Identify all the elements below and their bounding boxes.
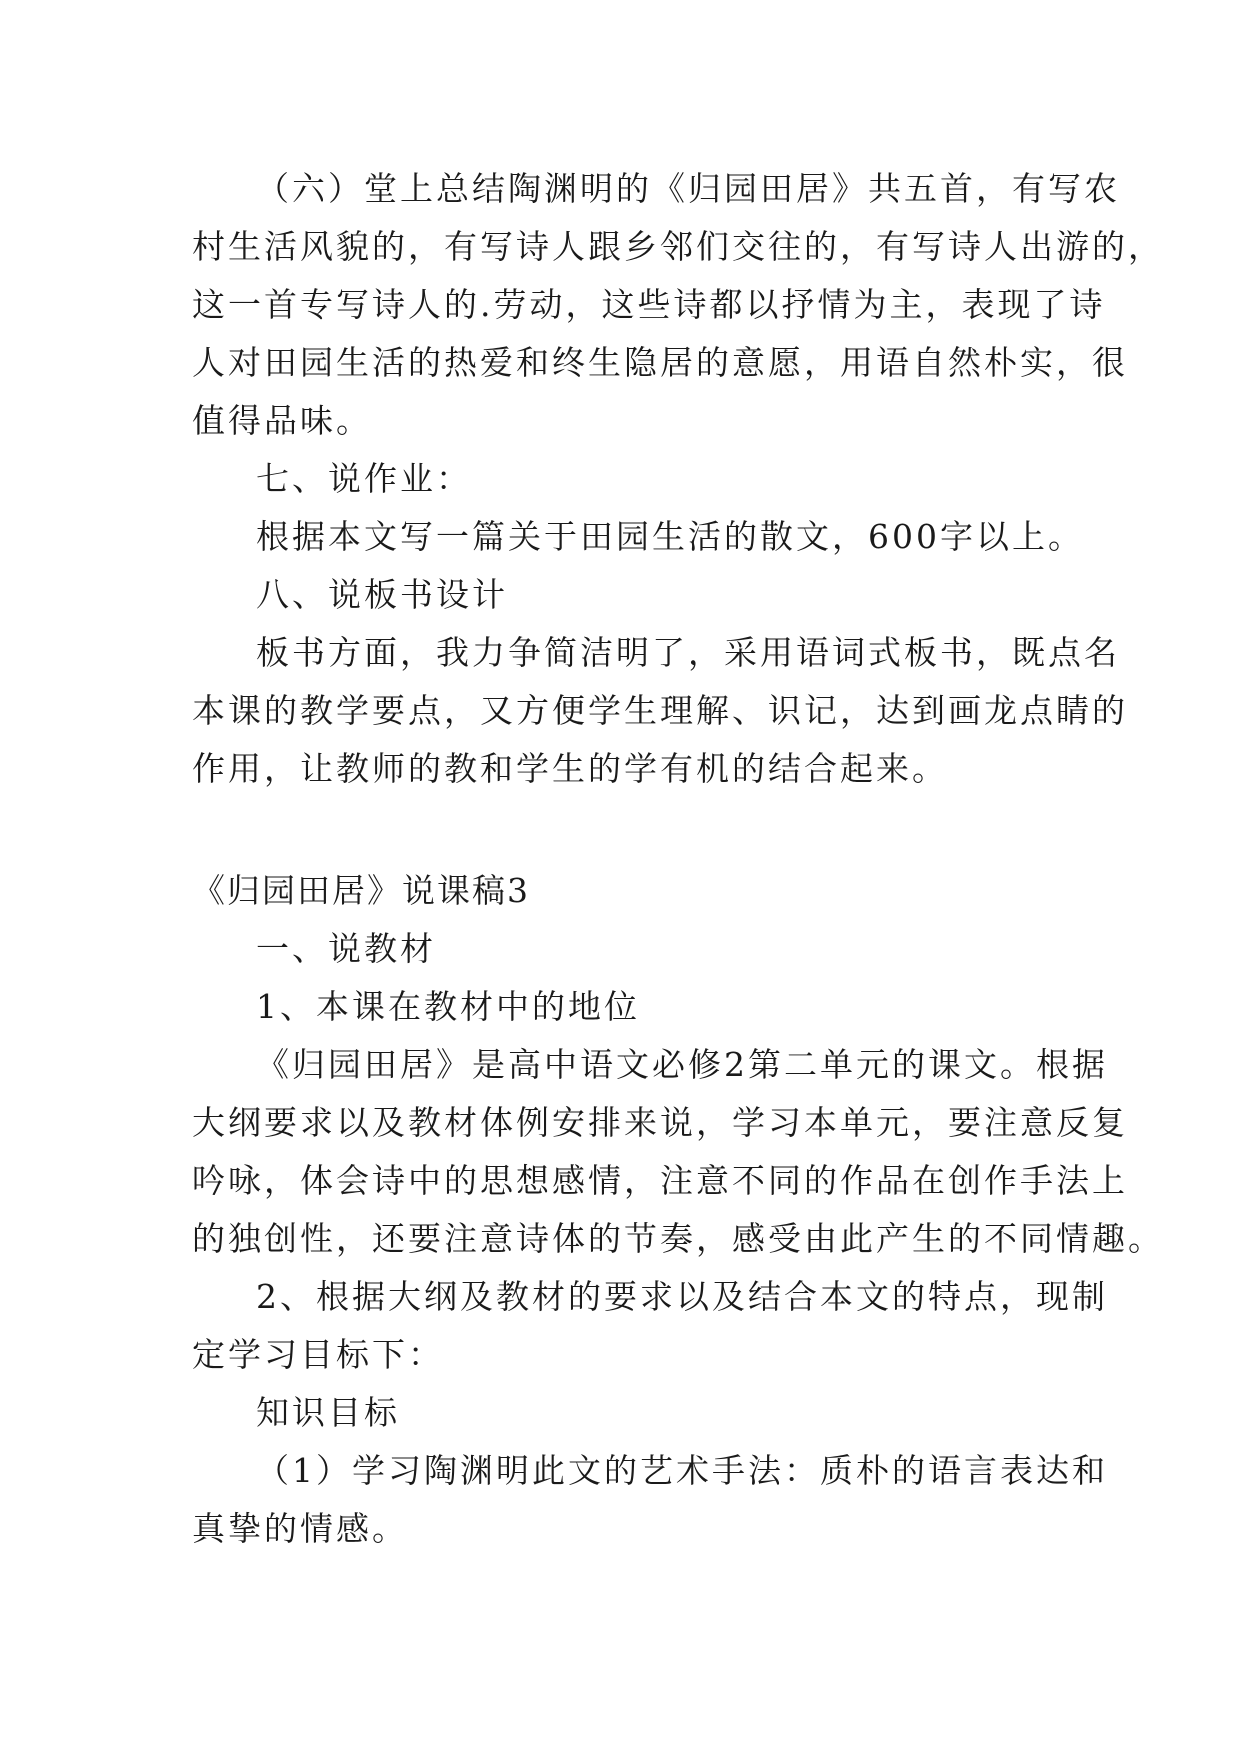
paragraph-line: 大纲要求以及教材体例安排来说，学习本单元，要注意反复 <box>192 1103 1128 1142</box>
paragraph-line: 值得品味。 <box>192 401 372 440</box>
paragraph-line: （六）堂上总结陶渊明的《归园田居》共五首，有写农 <box>256 169 1120 208</box>
paragraph-line: 的独创性，还要注意诗体的节奏，感受由此产生的不同情趣。 <box>192 1219 1164 1258</box>
document-page <box>192 160 1164 1558</box>
paragraph-line: 吟咏，体会诗中的思想感情，注意不同的作品在创作手法上 <box>192 1161 1128 1200</box>
lecture-title: 《归园田居》说课稿3 <box>192 871 530 910</box>
paragraph-line: 板书方面，我力争简洁明了，采用语词式板书，既点名 <box>256 633 1120 672</box>
knowledge-goal-heading: 知识目标 <box>256 1393 400 1432</box>
paragraph-line: 村生活风貌的，有写诗人跟乡邻们交往的，有写诗人出游的， <box>192 227 1164 266</box>
board-design-heading: 八、说板书设计 <box>256 575 508 614</box>
homework-heading: 七、说作业： <box>256 459 472 498</box>
paragraph-line: 定学习目标下： <box>192 1335 444 1374</box>
paragraph-line: （1）学习陶渊明此文的艺术手法：质朴的语言表达和 <box>256 1451 1108 1490</box>
section-gap <box>192 798 1052 862</box>
subsection-heading: 1、本课在教材中的地位 <box>256 987 640 1026</box>
paragraph-line: 本课的教学要点，又方便学生理解、识记，达到画龙点睛的 <box>192 691 1128 730</box>
paragraph-line: 2、根据大纲及教材的要求以及结合本文的特点，现制 <box>256 1277 1108 1316</box>
paragraph-line: 真挚的情感。 <box>192 1509 408 1548</box>
paragraph-line: 作用，让教师的教和学生的学有机的结合起来。 <box>192 749 948 788</box>
section-heading: 一、说教材 <box>256 929 436 968</box>
homework-text: 根据本文写一篇关于田园生活的散文，600字以上。 <box>256 517 1084 556</box>
paragraph-line: 这一首专写诗人的.劳动，这些诗都以抒情为主，表现了诗 <box>192 285 1106 324</box>
paragraph-line: 人对田园生活的热爱和终生隐居的意愿，用语自然朴实，很 <box>192 343 1128 382</box>
paragraph-line: 《归园田居》是高中语文必修2第二单元的课文。根据 <box>256 1045 1108 1084</box>
